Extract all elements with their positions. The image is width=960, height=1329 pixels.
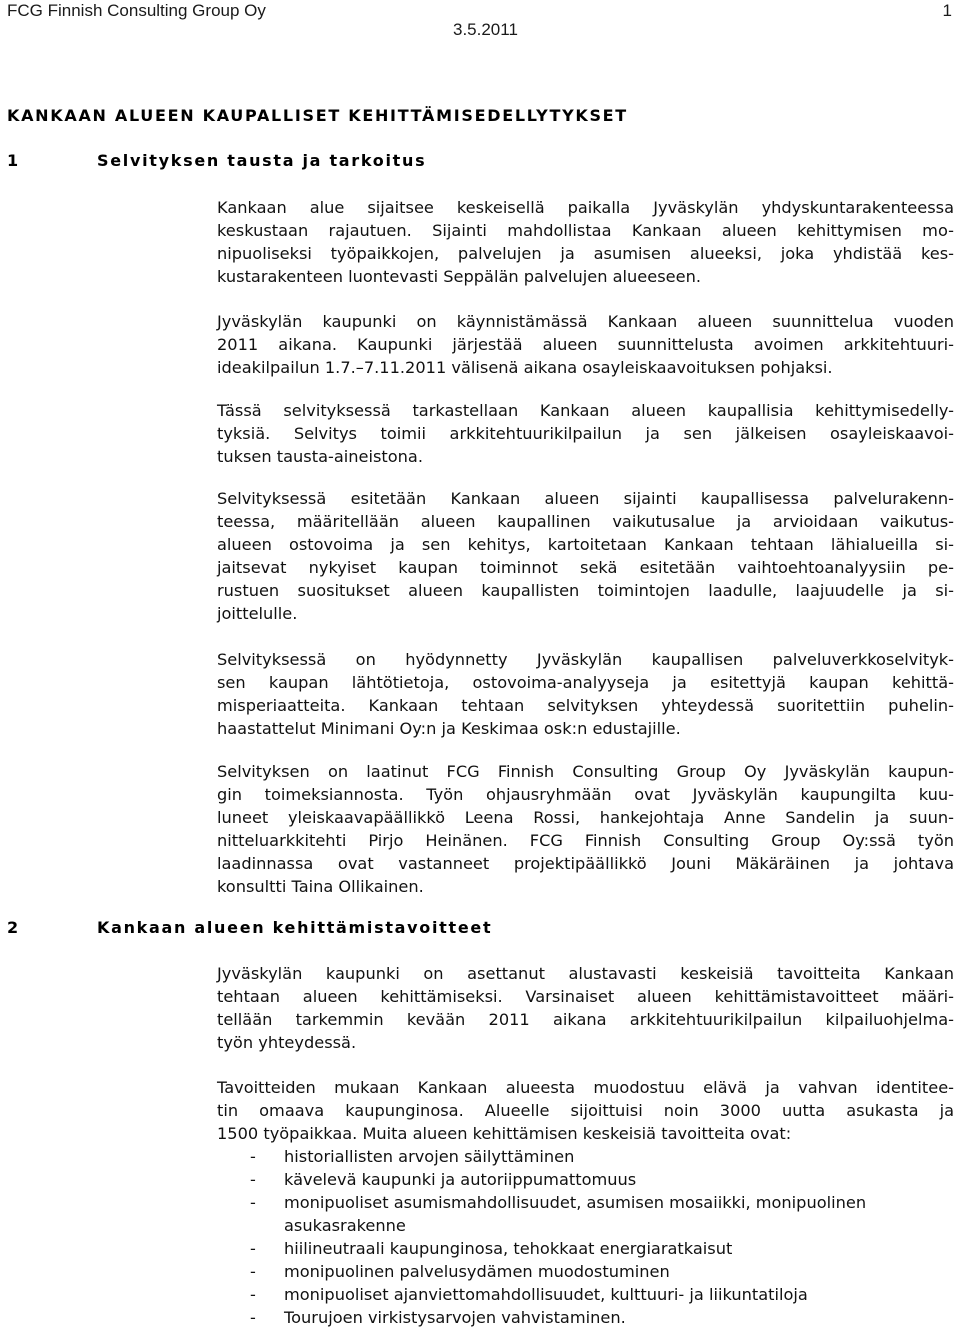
bullet-dash: - [250, 1170, 256, 1189]
section-title: Selvityksen tausta ja tarkoitus [97, 151, 427, 170]
paragraph [217, 399, 954, 468]
paragraph [217, 196, 954, 288]
text-line: tellään tarkemmin kevään 2011 aikana arkkitehtuurikilpailun kilpailuohjelma- [217, 1010, 954, 1029]
section-heading-1 [7, 151, 426, 170]
text-line: Selvityksessä esitetään Kankaan alueen sijainti kaupallisessa palvelurakenn- [217, 489, 954, 508]
list-item-text: historiallisten arvojen säilyttäminen [284, 1147, 575, 1166]
paragraph [217, 962, 954, 1054]
list-item [250, 1191, 866, 1237]
page-number: 1 [942, 1, 952, 20]
paragraph [217, 310, 954, 379]
text-line: työn yhteydessä. [217, 1033, 357, 1052]
paragraph [217, 1076, 954, 1145]
header-company-name: FCG Finnish Consulting Group Oy [7, 1, 266, 20]
text-line: joittelulle. [217, 604, 298, 623]
text-line: jaitsevat nykyiset kaupan toiminnot sekä esitetään vaihtoehtoanalyysiin pe- [217, 558, 954, 577]
bullet-dash: - [250, 1308, 256, 1327]
text-line: laadinnassa ovat vastanneet projektipäällikkö Jouni Mäkäräinen ja johtava [217, 854, 954, 873]
list-item [250, 1237, 866, 1260]
document-title: KANKAAN ALUEEN KAUPALLISET KEHITTÄMISEDELLYTYKSET [7, 106, 628, 125]
text-line: rustuen suositukset alueen kaupallisten toimintojen laadulle, laajuudelle ja si- [217, 581, 954, 600]
text-line: tyksiä. Selvitys toimii arkkitehtuurikilpailun ja sen jälkeisen osayleiskaavoi- [217, 424, 954, 443]
list-item [250, 1145, 866, 1168]
text-line: Selvityksessä on hyödynnetty Jyväskylän kaupallisen palveluverkkoselvityk- [217, 650, 954, 669]
text-line: luneet yleiskaavapäällikkö Leena Rossi, hankejohtaja Anne Sandelin ja suun- [217, 808, 954, 827]
list-item-text: kävelevä kaupunki ja autoriippumattomuus [284, 1170, 637, 1189]
bullet-dash: - [250, 1147, 256, 1166]
list-item-text: monipuolinen palvelusydämen muodostuminen [284, 1262, 670, 1281]
text-line: ideakilpailun 1.7.–7.11.2011 välisenä aikana osayleiskaavoituksen pohjaksi. [217, 358, 833, 377]
bullet-dash: - [250, 1193, 256, 1212]
text-line: kustarakenteen luontevasti Seppälän palvelujen alueeseen. [217, 267, 701, 286]
text-line: tuksen tausta-aineistona. [217, 447, 423, 466]
header-date: 3.5.2011 [453, 20, 518, 39]
text-line: keskustaan rajautuen. Sijainti mahdollistaa Kankaan alueen kehittymisen mo- [217, 221, 954, 240]
text-line: sen kaupan lähtötietoja, ostovoima-analyyseja ja esitettyjä kaupan kehittä- [217, 673, 954, 692]
text-line: Selvityksen on laatinut FCG Finnish Consulting Group Oy Jyväskylän kaupun- [217, 762, 954, 781]
bullet-dash: - [250, 1285, 256, 1304]
text-line: nitteluarkkitehti Pirjo Heinänen. FCG Finnish Consulting Group Oy:ssä työn [217, 831, 954, 850]
text-line: tehtaan alueen kehittämiseksi. Varsinaiset alueen kehittämistavoitteet määri- [217, 987, 954, 1006]
list-item [250, 1283, 866, 1306]
text-line: Jyväskylän kaupunki on käynnistämässä Kankaan alueen suunnittelua vuoden [217, 312, 954, 331]
list-item-text: monipuoliset ajanviettomahdollisuudet, kulttuuri- ja liikuntatiloja [284, 1285, 808, 1304]
text-line: misperiaatteita. Kankaan tehtaan selvityksen yhteydessä suoritettiin puhelin- [217, 696, 954, 715]
list-item-text: asukasrakenne [284, 1216, 406, 1235]
text-line: Tässä selvityksessä tarkastellaan Kankaan alueen kaupallisia kehittymisedelly- [217, 401, 954, 420]
text-line: haastattelut Minimani Oy:n ja Keskimaa osk:n edustajille. [217, 719, 681, 738]
list-item-text: hiilineutraali kaupunginosa, tehokkaat energiaratkaisut [284, 1239, 733, 1258]
text-line: Jyväskylän kaupunki on asettanut alustavasti keskeisiä tavoitteita Kankaan [217, 964, 954, 983]
text-line: Tavoitteiden mukaan Kankaan alueesta muodostuu elävä ja vahvan identitee- [217, 1078, 954, 1097]
text-line: alueen ostovoima ja sen kehitys, kartoitetaan Kankaan tehtaan lähialueilla si- [217, 535, 954, 554]
text-line: konsultti Taina Ollikainen. [217, 877, 424, 896]
paragraph [217, 487, 954, 625]
text-line: nipuoliseksi työpaikkojen, palvelujen ja asumisen alueeksi, joka yhdistää kes- [217, 244, 954, 263]
section-heading-2 [7, 918, 492, 937]
text-line: tin omaava kaupunginosa. Alueelle sijoittuisi noin 3000 uutta asukasta ja [217, 1101, 954, 1120]
bullet-dash: - [250, 1239, 256, 1258]
bullet-dash: - [250, 1262, 256, 1281]
paragraph [217, 648, 954, 740]
section-number: 1 [7, 151, 20, 170]
section-number: 2 [7, 918, 20, 937]
paragraph [217, 760, 954, 898]
text-line: gin toimeksiannosta. Työn ohjausryhmään ovat Jyväskylän kaupungilta kuu- [217, 785, 954, 804]
text-line: 1500 työpaikkaa. Muita alueen kehittämisen keskeisiä tavoitteita ovat: [217, 1124, 792, 1143]
goals-list [250, 1145, 866, 1329]
list-item-text: monipuoliset asumismahdollisuudet, asumisen mosaiikki, monipuolinen [284, 1193, 867, 1212]
list-item [250, 1168, 866, 1191]
section-title: Kankaan alueen kehittämistavoitteet [97, 918, 493, 937]
list-item-text: Tourujoen virkistysarvojen vahvistaminen. [284, 1308, 626, 1327]
list-item [250, 1260, 866, 1283]
text-line: Kankaan alue sijaitsee keskeisellä paikalla Jyväskylän yhdyskuntarakenteessa [217, 198, 954, 217]
text-line: 2011 aikana. Kaupunki järjestää alueen suunnittelusta avoimen arkkitehtuuri- [217, 335, 954, 354]
text-line: teessa, määritellään alueen kaupallinen vaikutusalue ja arvioidaan vaikutus- [217, 512, 954, 531]
list-item [250, 1306, 866, 1329]
